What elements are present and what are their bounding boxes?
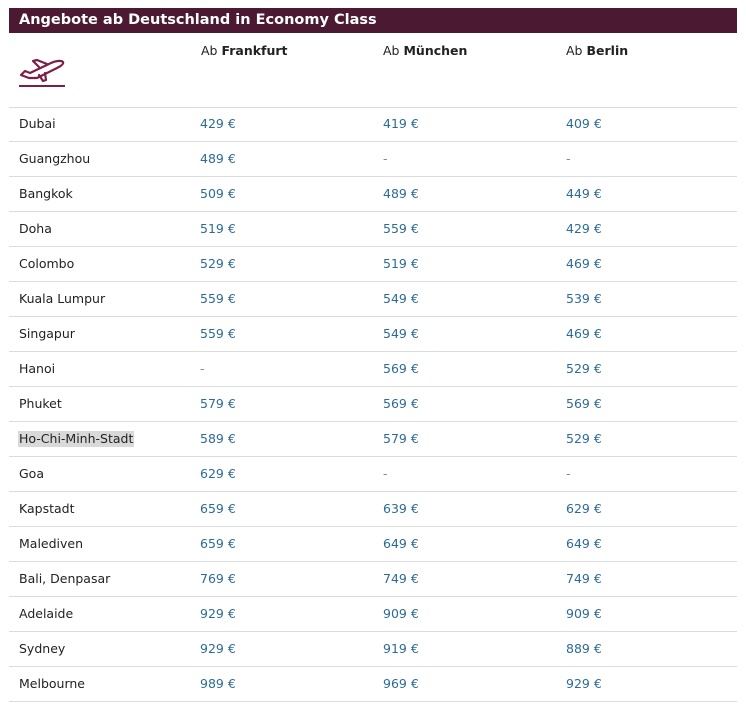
price-link[interactable]: 659 € xyxy=(200,501,236,516)
column-header-muenchen xyxy=(383,43,467,58)
table-row xyxy=(9,562,737,597)
price-link[interactable]: 589 € xyxy=(200,431,236,446)
table-row xyxy=(9,247,737,282)
price-link[interactable]: 549 € xyxy=(383,291,419,306)
price-link[interactable]: 919 € xyxy=(383,641,419,656)
destination-city: Bangkok xyxy=(19,186,73,201)
table-title: Angebote ab Deutschland in Economy Class xyxy=(9,8,737,33)
destination-city: Ho-Chi-Minh-Stadt xyxy=(19,431,134,446)
price-link[interactable]: 659 € xyxy=(200,536,236,551)
price-link[interactable]: 909 € xyxy=(383,606,419,621)
price-link[interactable]: 489 € xyxy=(200,151,236,166)
destination-city: Singapur xyxy=(19,326,75,341)
price-link[interactable]: 559 € xyxy=(200,291,236,306)
table-row xyxy=(9,177,737,212)
destination-city: Malediven xyxy=(19,536,84,551)
price-link[interactable]: 529 € xyxy=(566,361,602,376)
table-body xyxy=(9,107,737,702)
table-row xyxy=(9,317,737,352)
column-prefix: Ab xyxy=(383,43,400,58)
price-link[interactable]: 929 € xyxy=(200,641,236,656)
table-row xyxy=(9,457,737,492)
destination-city: Bali, Denpasar xyxy=(19,571,111,586)
price-link[interactable]: 529 € xyxy=(566,431,602,446)
destination-city: Dubai xyxy=(19,116,56,131)
price-link[interactable]: 769 € xyxy=(200,571,236,586)
price-link[interactable]: 429 € xyxy=(200,116,236,131)
column-header-frankfurt xyxy=(201,43,288,58)
table-header-row xyxy=(9,33,737,108)
table-row xyxy=(9,352,737,387)
price-link[interactable]: 629 € xyxy=(566,501,602,516)
price-link[interactable]: 539 € xyxy=(566,291,602,306)
price-unavailable: - xyxy=(566,151,571,166)
column-city: Frankfurt xyxy=(221,43,288,58)
price-link[interactable]: 649 € xyxy=(566,536,602,551)
price-link[interactable]: 469 € xyxy=(566,256,602,271)
price-link[interactable]: 419 € xyxy=(383,116,419,131)
price-link[interactable]: 559 € xyxy=(383,221,419,236)
price-link[interactable]: 489 € xyxy=(383,186,419,201)
price-link[interactable]: 559 € xyxy=(200,326,236,341)
price-link[interactable]: 969 € xyxy=(383,676,419,691)
price-unavailable: - xyxy=(566,466,571,481)
airplane-takeoff-icon xyxy=(17,51,69,89)
destination-city: Hanoi xyxy=(19,361,56,376)
column-prefix: Ab xyxy=(201,43,218,58)
price-link[interactable]: 909 € xyxy=(566,606,602,621)
column-prefix: Ab xyxy=(566,43,583,58)
destination-city: Adelaide xyxy=(19,606,74,621)
price-link[interactable]: 649 € xyxy=(383,536,419,551)
destination-city: Kapstadt xyxy=(19,501,75,516)
column-city: München xyxy=(403,43,468,58)
table-row xyxy=(9,597,737,632)
price-link[interactable]: 569 € xyxy=(566,396,602,411)
price-link[interactable]: 749 € xyxy=(383,571,419,586)
price-link[interactable]: 549 € xyxy=(383,326,419,341)
price-link[interactable]: 469 € xyxy=(566,326,602,341)
destination-city: Guangzhou xyxy=(19,151,91,166)
table-row xyxy=(9,632,737,667)
price-link[interactable]: 579 € xyxy=(200,396,236,411)
price-link[interactable]: 569 € xyxy=(383,396,419,411)
table-row xyxy=(9,142,737,177)
price-link[interactable]: 519 € xyxy=(200,221,236,236)
price-link[interactable]: 639 € xyxy=(383,501,419,516)
price-link[interactable]: 449 € xyxy=(566,186,602,201)
destination-city: Kuala Lumpur xyxy=(19,291,106,306)
table-row xyxy=(9,667,737,702)
price-link[interactable]: 429 € xyxy=(566,221,602,236)
price-link[interactable]: 519 € xyxy=(383,256,419,271)
price-link[interactable]: 989 € xyxy=(200,676,236,691)
destination-city: Doha xyxy=(19,221,52,236)
table-row xyxy=(9,107,737,142)
price-unavailable: - xyxy=(200,361,205,376)
price-unavailable: - xyxy=(383,466,388,481)
table-row xyxy=(9,422,737,457)
price-link[interactable]: 579 € xyxy=(383,431,419,446)
price-link[interactable]: 889 € xyxy=(566,641,602,656)
table-row xyxy=(9,527,737,562)
destination-city: Colombo xyxy=(19,256,75,271)
destination-city: Goa xyxy=(19,466,44,481)
price-link[interactable]: 529 € xyxy=(200,256,236,271)
price-link[interactable]: 509 € xyxy=(200,186,236,201)
price-link[interactable]: 629 € xyxy=(200,466,236,481)
destination-city: Melbourne xyxy=(19,676,85,691)
destination-city: Sydney xyxy=(19,641,66,656)
table-row xyxy=(9,492,737,527)
price-link[interactable]: 569 € xyxy=(383,361,419,376)
price-unavailable: - xyxy=(383,151,388,166)
price-link[interactable]: 749 € xyxy=(566,571,602,586)
price-link[interactable]: 409 € xyxy=(566,116,602,131)
destination-city: Phuket xyxy=(19,396,62,411)
table-row xyxy=(9,282,737,317)
price-link[interactable]: 929 € xyxy=(566,676,602,691)
column-header-berlin xyxy=(566,43,628,58)
price-link[interactable]: 929 € xyxy=(200,606,236,621)
table-row xyxy=(9,212,737,247)
column-city: Berlin xyxy=(586,43,629,58)
table-row xyxy=(9,387,737,422)
